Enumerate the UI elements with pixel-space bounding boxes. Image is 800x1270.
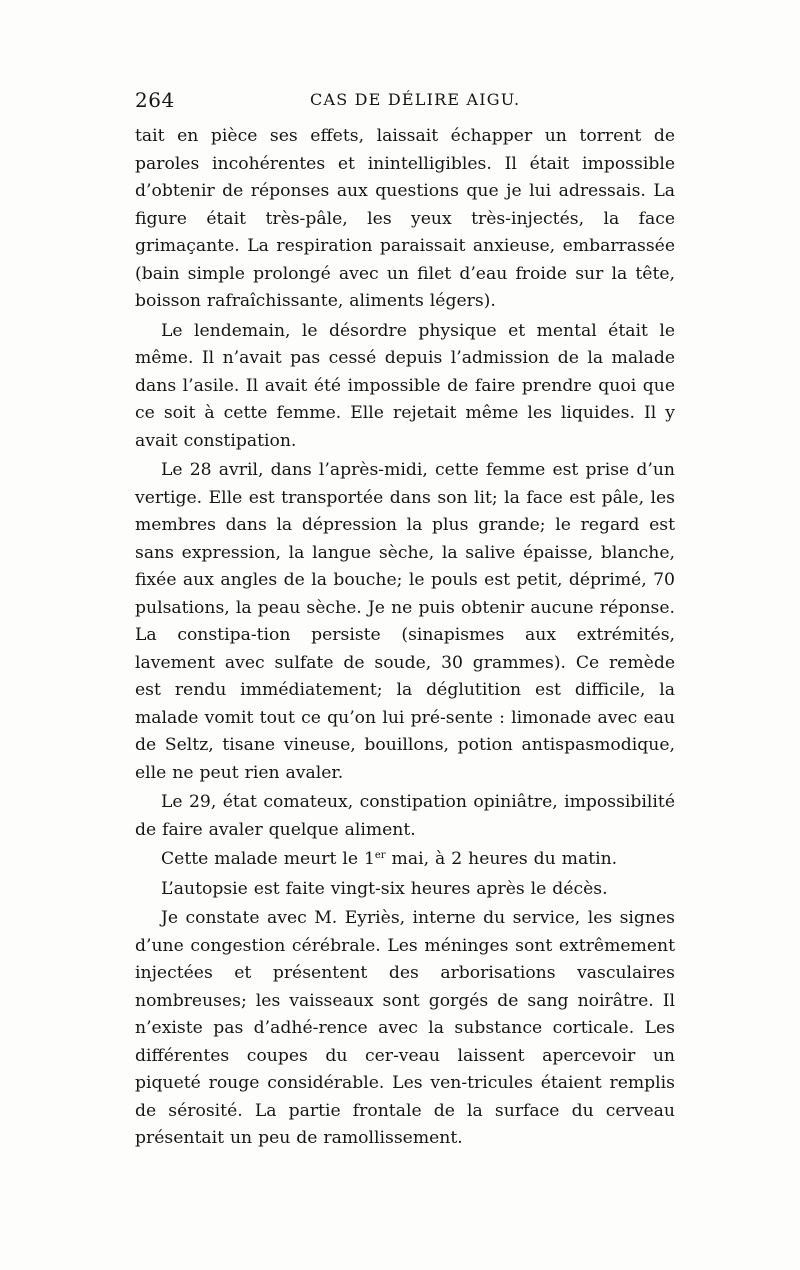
death-text-end: mai, à 2 heures du matin. [385, 849, 618, 869]
ordinal-superscript: er [374, 850, 386, 861]
death-text-start: Cette malade meurt le 1 [161, 849, 375, 869]
body-text [135, 123, 675, 1153]
paragraph-continuation: tait en pièce ses effets, laissait échapper un torrent de paroles incohérentes et inintelligibles. Il était impossible d’obtenir de réponses aux questions que je lui adressais. La figure était très-pâle, les yeux très-injectés, la face grimaçante. La respiration paraissait anxieuse, embarrassée (bain simple prolongé avec un filet d’eau froide sur la tête, boisson rafraîchissante, aliments légers). [135, 126, 675, 311]
running-title: CAS DE DÉLIRE AIGU. [310, 90, 521, 109]
paragraph-april-28: Le 28 avril, dans l’après-midi, cette femme est prise d’un vertige. Elle est transportée dans son lit; la face est pâle, les membres dans la dépression la plus grande; le regard est sans expression, la langue sèche, la salive épaisse, blanche, fixée aux angles de la bouche; le pouls est petit, déprimé, 70 pulsations, la peau sèche. Je ne puis obtenir aucune réponse. La constipa-tion persiste (sinapismes aux extrémités, lavement avec sulfate de soude, 30 grammes). Ce remède est rendu immédiatement; la déglutition est difficile, la malade vomit tout ce qu’on lui pré-sente : limonade avec eau de Seltz, tisane vineuse, bouillons, potion antispasmodique, elle ne peut rien avaler. [135, 460, 675, 783]
paragraph-findings: Je constate avec M. Eyriès, interne du service, les signes d’une congestion cérébrale. Les méninges sont extrêmement injectées et présentent des arborisations vasculaires nombreuses; les vaisseaux sont gorgés de sang noirâtre. Il n’existe pas d’adhé-rence avec la substance corticale. Les différentes coupes du cer-veau laissent apercevoir un piqueté rouge considérable. Les ven-tricules étaient remplis de sérosité. La partie frontale de la surface du cerveau présentait un peu de ramollissement. [135, 908, 675, 1148]
paragraph-next-day: Le lendemain, le désordre physique et mental était le même. Il n’avait pas cessé depuis l’admission de la malade dans l’asile. Il avait été impossible de faire prendre quoi que ce soit à cette femme. Elle rejetait même les liquides. Il y avait constipation. [135, 320, 675, 451]
paragraph-autopsy: L’autopsie est faite vingt-six heures après le décès. [161, 878, 608, 899]
page-number: 264 [135, 88, 175, 112]
paragraph-death [135, 846, 675, 874]
paragraph-april-29: Le 29, état comateux, constipation opiniâtre, impossibilité de faire avaler quelque aliment. [135, 792, 675, 840]
running-head [135, 88, 675, 116]
